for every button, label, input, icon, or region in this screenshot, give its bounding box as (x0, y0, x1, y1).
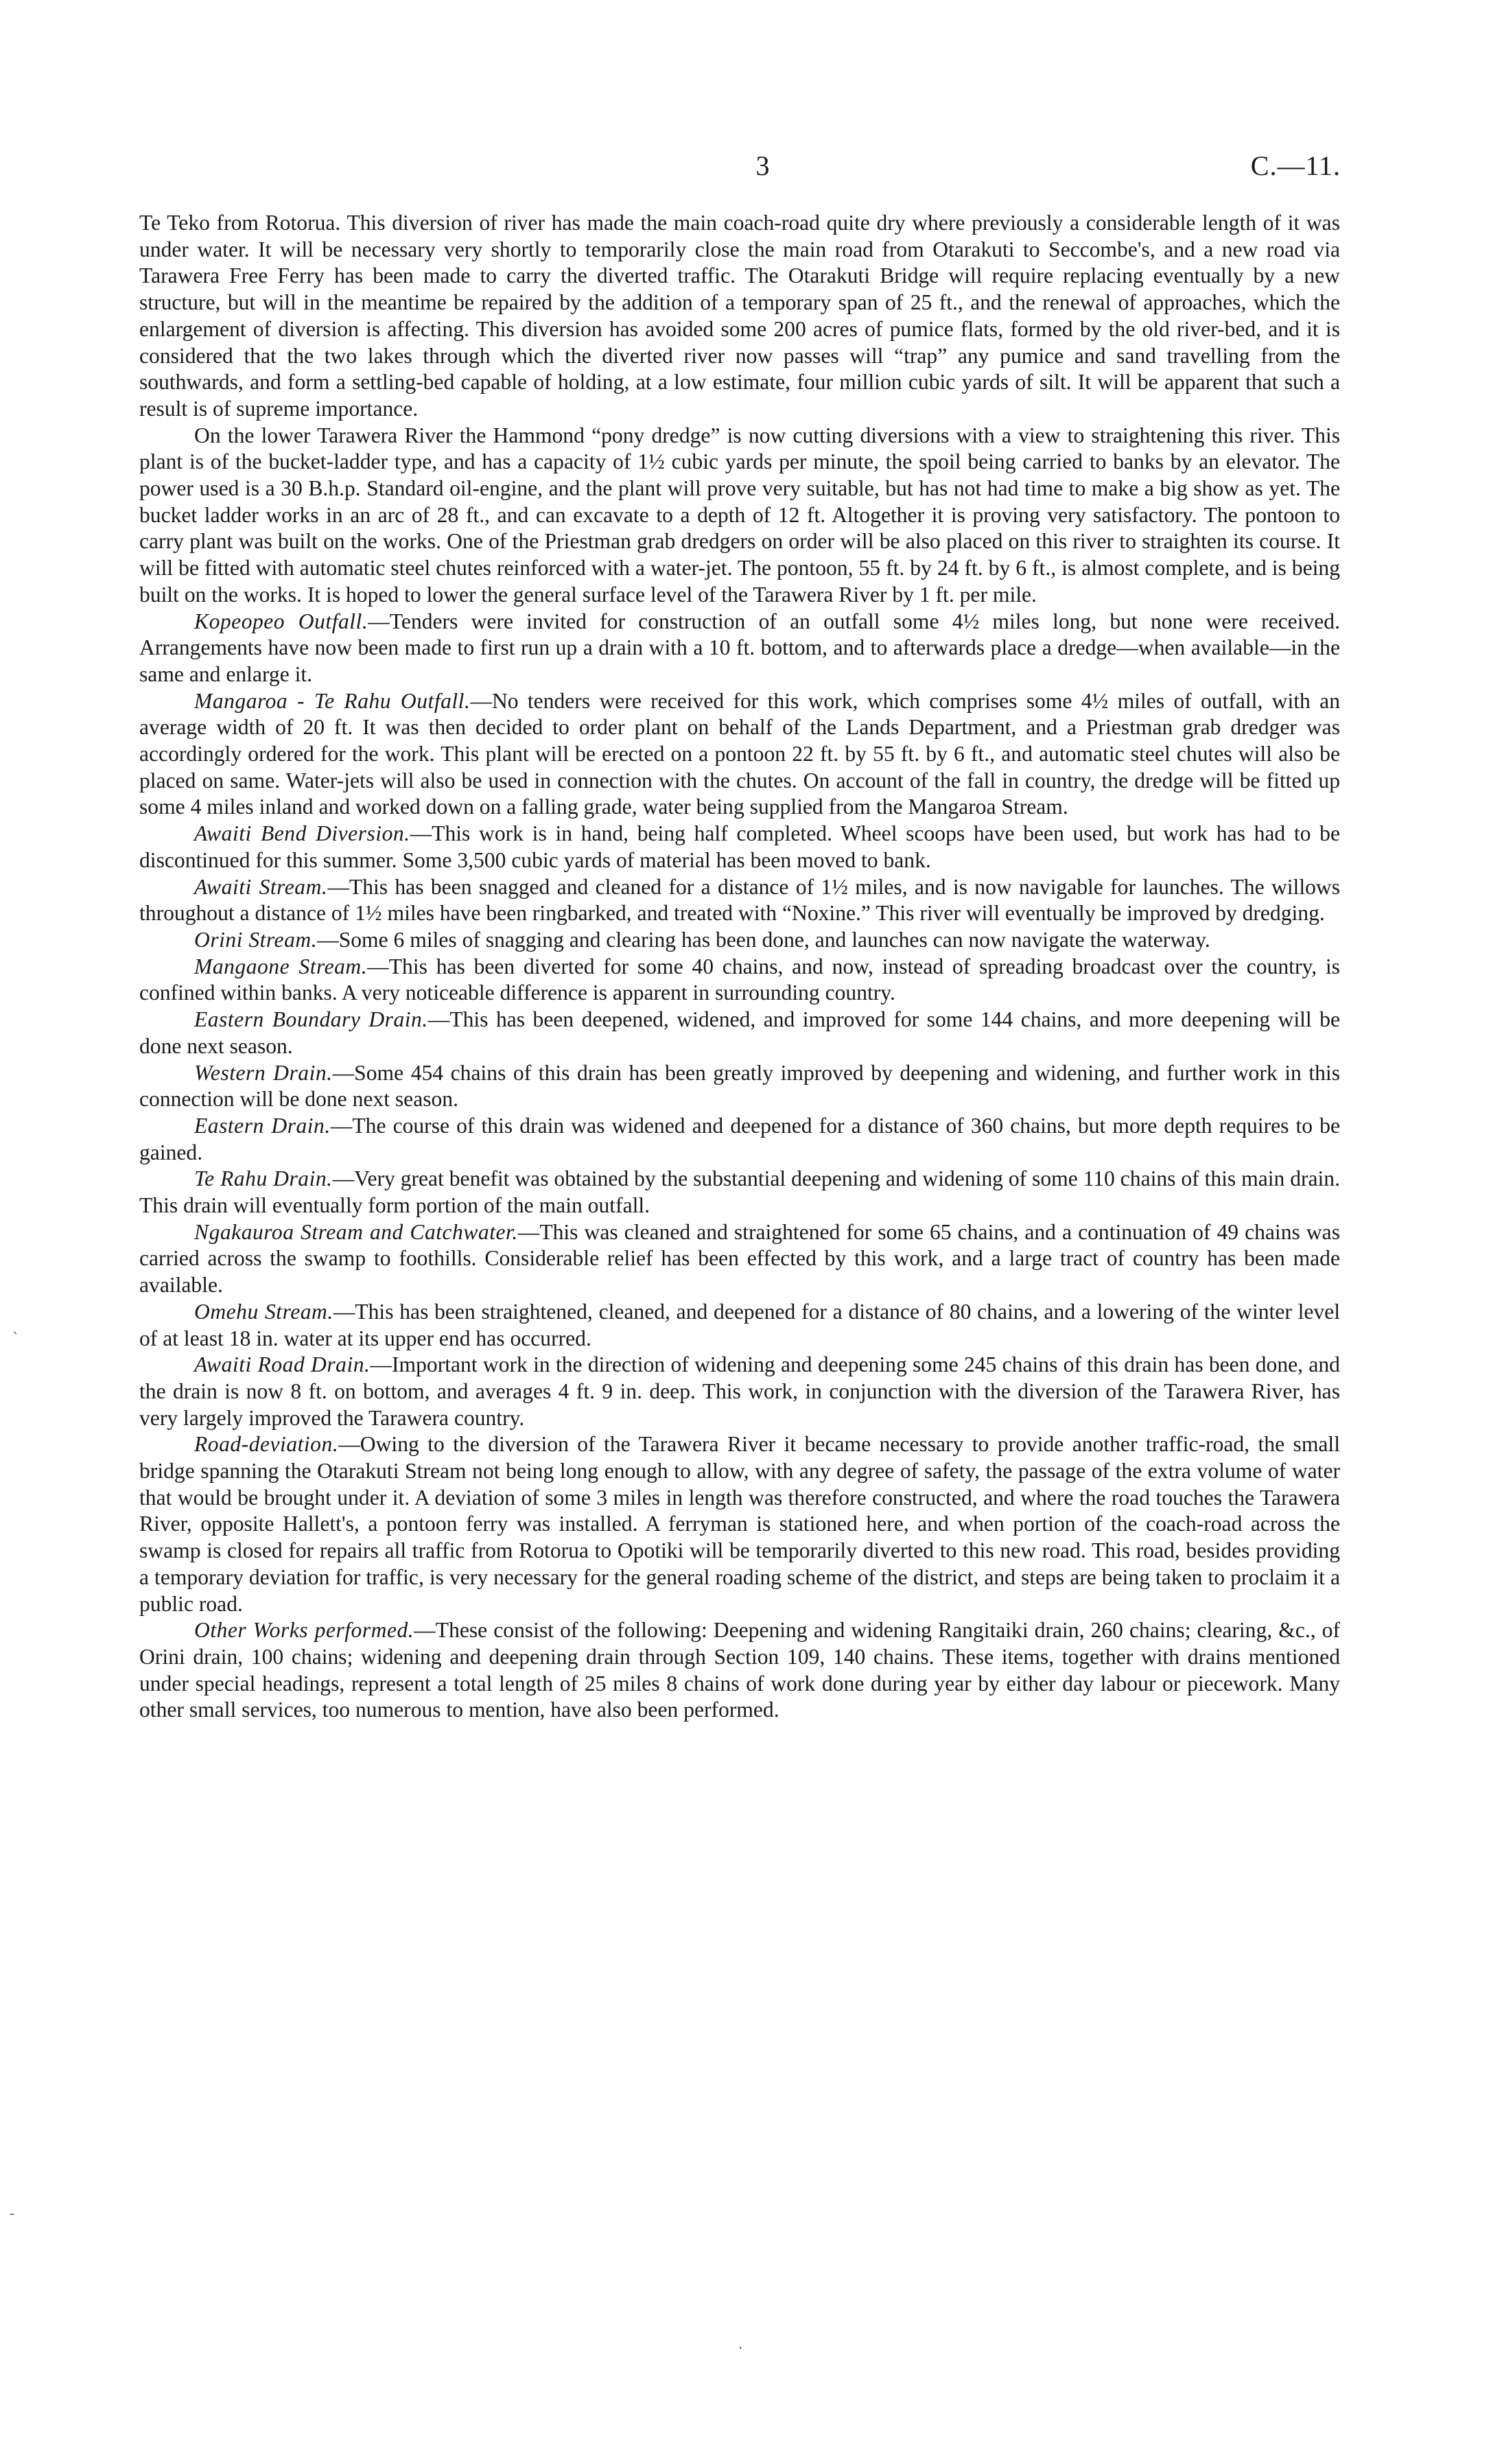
paragraph-awaiti-stream (139, 874, 1340, 927)
section-heading: Orini Stream. (194, 927, 318, 952)
paragraph-text: —This has been snagged and cleaned for a distance of 1½ miles, and is now navigable for launches. The willows throughout a distance of 1½ miles have been ringbarked, and treated with “Noxine.” This river will eventually be improved by dredging. (139, 874, 1341, 926)
paragraph-text: —This has been straightened, cleaned, and deepened for a distance of 80 chains, and a lowering of the winter level of at least 18 in. water at its upper end has occurred. (139, 1299, 1340, 1350)
paragraph-awaiti-road-drain (139, 1352, 1340, 1431)
section-heading: Te Rahu Drain. (194, 1166, 333, 1191)
paragraph-road-deviation (139, 1431, 1340, 1617)
page-header (185, 150, 1341, 191)
section-heading: Ngakauroa Stream and Catchwater. (194, 1219, 518, 1244)
paragraph-other-works (139, 1617, 1340, 1724)
scan-mark: - (10, 2205, 15, 2222)
paragraph-continuation (139, 210, 1340, 423)
paragraph-te-rahu-drain (139, 1166, 1340, 1219)
paragraph-text: —This was cleaned and straightened for some 65 chains, and a continuation of 49 chains was carried across the swamp to foothills. Considerable relief has been effected by this work, and a large tract of country has been made available. (139, 1219, 1340, 1298)
paragraph-text: —This work is in hand, being half completed. Wheel scoops have been used, but work has had to be discontinued for this summer. Some 3,500 cubic yards of material has been moved to bank. (139, 821, 1340, 872)
paragraph-text: —This has been diverted for some 40 chains, and now, instead of spreading broadcast over the country, is confined within banks. A very noticeable difference is apparent in surrounding country. (139, 954, 1340, 1005)
paragraph-ngakauroa-stream (139, 1219, 1340, 1299)
paragraph-mangaroa-outfall (139, 688, 1340, 821)
paragraph-orini-stream (139, 927, 1340, 954)
section-heading: Mangaone Stream. (194, 954, 368, 978)
section-heading: Other Works performed. (194, 1618, 414, 1643)
document-reference: C.—11. (1250, 150, 1341, 181)
paragraph-pony-dredge (139, 423, 1340, 609)
section-heading: Omehu Stream. (194, 1299, 333, 1324)
section-heading: Awaiti Road Drain. (194, 1352, 371, 1377)
section-heading: Road-deviation. (194, 1432, 339, 1457)
paragraph-text: —No tenders were received for this work, which comprises some 4½ miles of outfall, with an average width of 20 ft. It was then decided to order plant on behalf of the Lands Department, and a Priestman grab dredger was accordingly ordered for the work. This plant will be erected on a pontoon 22 ft. by 55 ft. by 6 ft., and automatic steel chutes will also be placed on same. Water-jets will also be used in connection with the chutes. On account of the fall in country, the dredge will be fitted up some 4 miles inland and worked down on a falling grade, water being supplied from the Mangaroa Stream. (139, 688, 1341, 819)
paragraph-kopeopeo-outfall (139, 609, 1340, 688)
section-heading: Awaiti Stream. (194, 874, 328, 899)
paragraph-text: —Tenders were invited for construction of an outfall some 4½ miles long, but none were received. Arrangements have now been made to first run up a drain with a 10 ft. bottom, and to afterwards place a dredge—when available—in the same and enlarge it. (139, 609, 1340, 686)
paragraph-text: —Some 454 chains of this drain has been greatly improved by deepening and widening, and further work in this connection will be done next season. (139, 1060, 1340, 1112)
page-number: 3 (755, 150, 771, 181)
paragraph-text: —Important work in the direction of widening and deepening some 245 chains of this drain has been done, and the drain is now 8 ft. on bottom, and averages 4 ft. 9 in. deep. This work, in conjunction with the diversion of the Tarawera River, has very largely improved the Tarawera country. (139, 1352, 1340, 1430)
paragraph-western-drain (139, 1060, 1340, 1113)
body-text (139, 210, 1340, 1724)
paragraph-text: Te Teko from Rotorua. This diversion of river has made the main coach-road quite dry where previously a considerable length of it was under water. It will be necessary very shortly to temporarily close the main road from Otarakuti to Seccombe's, and a new road via Tarawera Free Ferry has been made to carry the diverted traffic. The Otarakuti Bridge will require replacing eventually by a new structure, but will in the meantime be repaired by the addition of a temporary span of 25 ft., and the renewal of approaches, which the enlargement of diversion is affecting. This diversion has avoided some 200 acres of pumice flats, formed by the old river-bed, and it is considered that the two lakes through which the diverted river now passes will “trap” any pumice and sand travelling from the southwards, and form a settling-bed capable of holding, at a low estimate, four million cubic yards of silt. It will be apparent that such a result is of supreme importance. (139, 211, 1340, 421)
paragraph-text: —Owing to the diversion of the Tarawera River it became necessary to provide another traffic-road, the small bridge spanning the Otarakuti Stream not being long enough to allow, with any degree of safety, the passage of the extra volume of water that would be brought under it. A deviation of some 3 miles in length was therefore constructed, and where the road touches the Tarawera River, opposite Hallett's, a pontoon ferry was installed. A ferryman is stationed here, and when portion of the coach-road across the swamp is closed for repairs all traffic from Rotorua to Opotiki will be temporarily diverted to this new road. This road, besides providing a temporary deviation for traffic, is very necessary for the general roading scheme of the district, and steps are being taken to proclaim it a public road. (139, 1432, 1340, 1616)
paragraph-awaiti-bend (139, 821, 1340, 873)
paragraph-text: —This has been deepened, widened, and improved for some 144 chains, and more deepening will be done next season. (139, 1007, 1340, 1058)
section-heading: Kopeopeo Outfall. (194, 609, 368, 633)
section-heading: Mangaroa - Te Rahu Outfall. (194, 688, 471, 713)
paragraph-text: On the lower Tarawera River the Hammond “pony dredge” is now cutting diversions with a view to straightening this river. This plant is of the bucket-ladder type, and has a capacity of 1½ cubic yards per minute, the spoil being carried to banks by an elevator. The power used is a 30 B.h.p. Standard oil-engine, and the plant will prove very suitable, but has not had time to make a big show as yet. The bucket ladder works in an arc of 28 ft., and can excavate to a depth of 12 ft. Altogether it is proving very satisfactory. The pontoon to carry plant was built on the works. One of the Priestman grab dredgers on order will be also placed on this river to straighten its course. It will be fitted with automatic steel chutes reinforced with a water-jet. The pontoon, 55 ft. by 24 ft. by 6 ft., is almost complete, and is being built on the works. It is hoped to lower the general surface level of the Tarawera River by 1 ft. per mile. (139, 423, 1340, 607)
scan-mark: ` (12, 1330, 19, 1346)
paragraph-mangaone-stream (139, 954, 1340, 1007)
paragraph-text: —These consist of the following: Deepening and widening Rangitaiki drain, 260 chains; clearing, &c., of Orini drain, 100 chains; widening and deepening drain through Section 109, 140 chains. These items, together with drains mentioned under special headings, represent a total length of 25 miles 8 chains of work done during year by either day labour or piecework. Many other small services, too numerous to mention, have also been performed. (139, 1618, 1340, 1722)
section-heading: Eastern Boundary Drain. (194, 1007, 428, 1032)
paragraph-eastern-boundary-drain (139, 1007, 1340, 1059)
scan-mark: · (738, 2340, 743, 2356)
paragraph-text: —Very great benefit was obtained by the substantial deepening and widening of some 110 chains of this main drain. This drain will eventually form portion of the main outfall. (139, 1166, 1341, 1218)
paragraph-text: —Some 6 miles of snagging and clearing has been done, and launches can now navigate the waterway. (317, 927, 1210, 952)
section-heading: Eastern Drain. (194, 1113, 331, 1138)
paragraph-eastern-drain (139, 1113, 1340, 1166)
paragraph-omehu-stream (139, 1299, 1340, 1352)
paragraph-text: —The course of this drain was widened and deepened for a distance of 360 chains, but more depth requires to be gained. (139, 1113, 1341, 1164)
section-heading: Awaiti Bend Diversion. (194, 821, 410, 846)
section-heading: Western Drain. (194, 1060, 333, 1085)
